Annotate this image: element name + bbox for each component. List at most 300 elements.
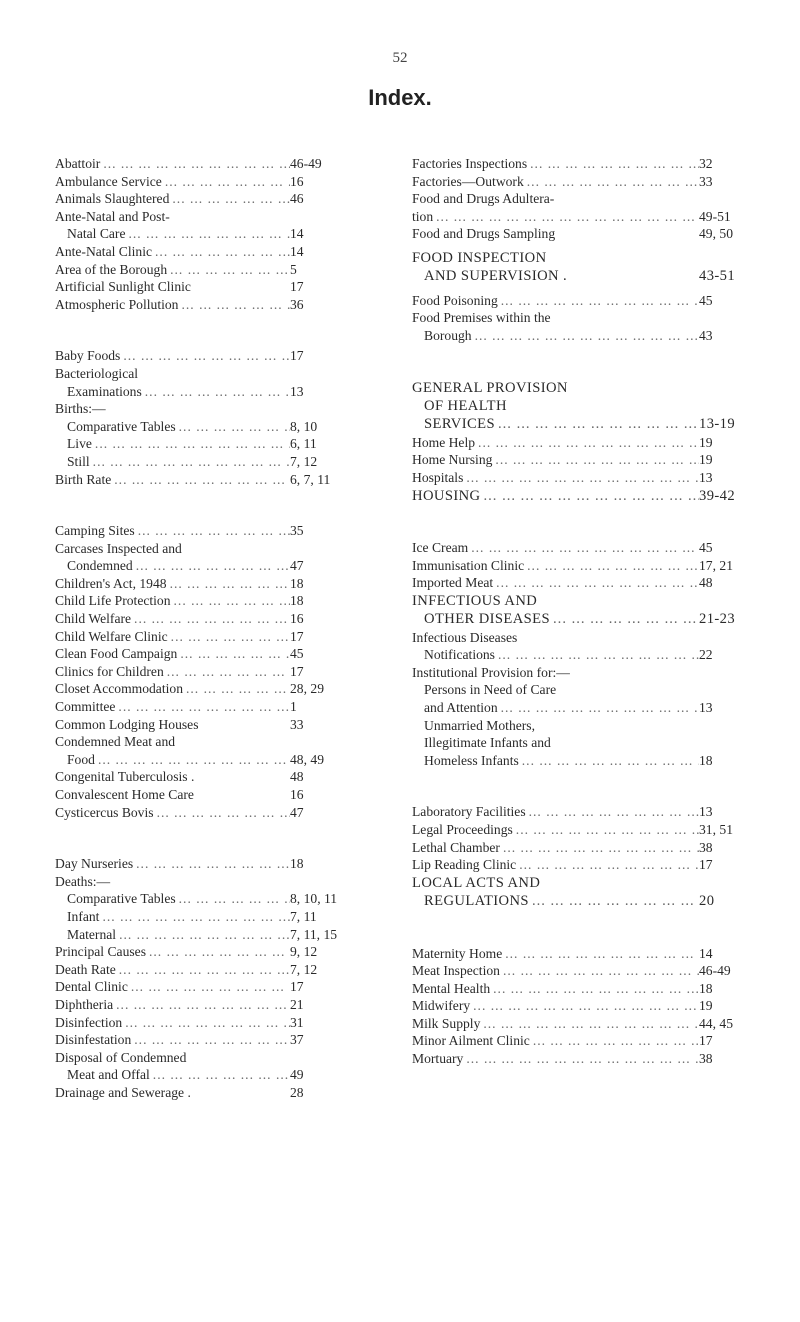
dot-leader [177,645,290,663]
index-entry [55,890,385,908]
index-entry [412,681,777,699]
index-entry [412,734,777,752]
index-term: Death Rate [55,961,116,977]
dot-leader [500,839,699,857]
index-entry [55,1031,385,1049]
dot-leader [154,804,290,822]
index-pages: 17 [290,348,304,364]
dot-leader [524,557,699,575]
index-term: Food and Drugs Sampling [412,226,556,242]
index-pages: 47 [290,558,304,574]
index-term: Comparative Tables [67,891,176,907]
index-pages: 13 [699,699,713,715]
index-pages: 7, 11 [290,908,317,924]
index-pages: 36 [290,296,304,312]
index-term: Examinations [67,383,142,399]
index-pages: 46-49 [290,156,322,171]
index-pages: 14 [290,243,304,259]
index-pages: 6, 7, 11 [290,471,331,487]
index-term: LOCAL ACTS AND [412,874,541,891]
index-term: Day Nurseries [55,856,134,872]
dot-leader [122,1014,290,1032]
index-term: Lethal Chamber [412,839,500,855]
index-term: Clean Food Campaign [55,646,178,662]
index-term: Disinfestation [55,1032,132,1048]
dot-leader [498,292,699,310]
index-term: Drainage and Sewerage . [55,1084,191,1100]
dot-leader [183,680,290,698]
dot-leader [475,434,699,452]
dot-leader [167,575,290,593]
index-column-right [412,155,777,1068]
index-entry [412,434,777,452]
index-entry [412,249,777,267]
index-pages: 8, 10, 11 [290,891,338,907]
index-entry [412,190,777,208]
index-entry [412,717,777,735]
dot-leader [513,821,699,839]
index-pages: 16 [290,173,304,189]
index-entry [55,365,385,383]
dot-leader [550,610,699,628]
index-entry [412,397,777,415]
dot-leader [126,225,291,243]
index-term: Bacteriological [55,365,139,381]
dot-leader [142,383,290,401]
index-entry [412,267,777,285]
index-pages: 32 [699,156,713,171]
index-entry [55,557,385,575]
index-pages: 45 [290,646,304,662]
index-term: Milk Supply [412,1015,481,1031]
index-entry [412,874,777,892]
dot-leader [495,415,699,433]
index-pages: 17 [290,979,304,995]
index-term: Congenital Tuberculosis . [55,769,195,785]
index-entry [55,575,385,593]
dot-leader [120,347,290,365]
dot-leader [113,996,290,1014]
index-term: Disposal of Condemned [55,1049,187,1065]
index-term: Abattoir [55,156,101,171]
index-entry [55,768,385,786]
index-pages: 38 [699,839,713,855]
index-entry [55,1014,385,1032]
dot-leader [100,155,290,173]
index-term: Natal Care [67,226,126,242]
index-term: Mortuary [412,1051,464,1067]
index-term: tion [412,208,434,224]
index-term: Convalescent Home Care [55,787,194,802]
index-entry [412,839,777,857]
dot-leader [133,855,290,873]
index-entry [55,190,385,208]
index-term: Infectious Diseases [412,629,518,645]
index-pages: 46-49 [699,963,731,979]
index-entry [412,557,777,575]
index-term: INFECTIOUS AND [412,592,538,609]
dot-leader [530,1032,699,1050]
dot-leader [493,574,699,592]
index-pages: 9, 12 [290,944,318,960]
index-pages: 49 [290,1067,304,1083]
index-entry [55,1066,385,1084]
index-entry [412,415,777,433]
index-entry [412,664,777,682]
index-pages: 7, 12 [290,453,318,469]
index-term: Ante-Natal Clinic [55,243,153,259]
index-pages: 46 [290,191,304,207]
index-entry [55,243,385,261]
dot-leader [171,592,290,610]
dot-leader [463,1050,699,1068]
index-term: Diphtheria [55,996,114,1012]
index-entry [55,435,385,453]
index-pages: 17, 21 [699,557,733,573]
index-term: Meat Inspection [412,963,500,979]
index-pages: 18 [290,856,304,872]
index-term: HOUSING [412,487,481,504]
index-pages: 17 [290,628,304,644]
index-pages: 48 [290,769,304,785]
index-pages: 39-42 [699,487,736,504]
index-term: Factories—Outwork [412,173,524,189]
dot-leader [480,487,699,505]
index-entry [55,786,385,804]
index-entry [55,540,385,558]
index-pages: 18 [290,593,304,609]
index-entry [412,856,777,874]
dot-leader [164,663,290,681]
index-entry [55,698,385,716]
index-entry [412,309,777,327]
index-entry [412,699,777,717]
dot-leader [167,261,290,279]
dot-leader [468,539,699,557]
index-term: Home Nursing [412,452,493,468]
index-entry [55,996,385,1014]
section-gap [412,345,777,379]
index-pages: 22 [699,647,713,663]
dot-leader [169,190,290,208]
dot-leader [495,646,699,664]
dot-leader [178,296,290,314]
index-pages: 33 [699,173,713,189]
index-entry [55,610,385,628]
index-term: Laboratory Facilities [412,804,526,820]
index-entry [55,383,385,401]
index-pages: 13 [290,383,304,399]
index-term: and Attention [424,699,498,715]
index-term: Food Premises within the [412,310,551,326]
index-entry [55,278,385,296]
index-entry [55,733,385,751]
page-number: 52 [392,50,408,66]
index-term: Births:— [55,401,106,417]
index-entry [55,208,385,226]
section-gap [55,313,385,347]
index-entry [55,908,385,926]
index-pages: 16 [290,787,304,802]
index-term: OF HEALTH [424,397,507,414]
index-pages: 16 [290,611,304,627]
index-entry [412,208,777,226]
index-pages: 6, 11 [290,436,317,452]
dot-leader [152,243,290,261]
index-term: Live [67,436,92,452]
index-pages: 45 [699,292,713,308]
index-pages: 17 [699,857,713,873]
index-entry [55,1049,385,1067]
index-pages: 19 [699,452,713,468]
index-entry [412,539,777,557]
index-term: Homeless Infants [424,752,519,768]
index-term: Meat and Offal [67,1067,150,1083]
index-entry [55,751,385,769]
dot-leader [116,926,290,944]
index-term: Baby Foods [55,348,121,364]
dot-leader [502,945,699,963]
dot-leader [116,961,290,979]
index-entry [412,892,777,910]
index-entry [412,980,777,998]
index-term: Birth Rate [55,471,112,487]
dot-leader [150,1066,290,1084]
index-entry [55,173,385,191]
index-term: Ice Cream [412,539,469,555]
index-entry [412,225,777,243]
index-term: Minor Ailment Clinic [412,1033,530,1049]
dot-leader [498,699,699,717]
index-entry [55,943,385,961]
dot-leader [516,856,699,874]
index-pages: 45 [699,539,713,555]
index-entry [412,173,777,191]
index-pages: 21 [290,996,304,1012]
index-term: Area of the Borough [55,261,168,277]
index-pages: 33 [290,716,304,732]
index-entry [55,418,385,436]
dot-leader [115,698,290,716]
index-term: Clinics for Children [55,663,164,679]
index-entry [412,646,777,664]
index-term: Dental Clinic [55,979,128,995]
index-entry [412,821,777,839]
dot-leader [500,962,699,980]
index-term: Mental Health [412,980,491,996]
index-term: Immunisation Clinic [412,557,525,573]
index-entry [55,155,385,173]
index-term: Maternity Home [412,945,503,961]
index-pages: 1 [290,699,297,715]
index-entry [412,1015,777,1033]
index-pages: 18 [699,752,713,768]
index-entry [412,155,777,173]
index-entry [55,680,385,698]
index-term: Infant [67,908,100,924]
index-entry [55,471,385,489]
index-pages: 17 [290,279,304,295]
index-term: Food Poisoning [412,292,498,308]
index-entry [412,592,777,610]
index-pages: 18 [699,980,713,996]
index-entry [55,592,385,610]
dot-leader [524,173,699,191]
index-term: Illegitimate Infants and [424,735,551,751]
index-entry [55,926,385,944]
index-pages: 19 [699,434,713,450]
dot-leader [168,628,290,646]
index-pages: 43 [699,327,713,343]
index-term: GENERAL PROVISION [412,379,568,396]
section-gap [412,769,777,803]
index-pages: 35 [290,523,304,539]
index-entry [412,997,777,1015]
index-pages: 17 [290,663,304,679]
index-term: Home Help [412,434,476,450]
index-term: SERVICES [424,416,495,433]
index-entry [55,663,385,681]
index-pages: 47 [290,804,304,820]
index-entry [412,610,777,628]
index-pages: 18 [290,575,304,591]
dot-leader [135,522,290,540]
index-term: Committee [55,699,116,715]
index-term: Hospitals [412,469,464,485]
index-pages: 48 [699,575,713,591]
index-term: Persons in Need of Care [424,682,557,698]
dot-leader [463,469,699,487]
index-entry [412,379,777,397]
index-entry [412,451,777,469]
index-entry [412,487,777,505]
section-gap [412,505,777,539]
index-pages: 37 [290,1032,304,1048]
index-entry [55,1084,385,1102]
index-pages: 28 [290,1084,304,1100]
section-gap [55,488,385,522]
index-term: Child Welfare Clinic [55,628,168,644]
dot-leader [146,943,290,961]
dot-leader [90,453,290,471]
index-term: Still [67,453,90,469]
index-term: Maternal [67,926,117,942]
index-pages: 7, 11, 15 [290,926,338,942]
index-pages: 20 [699,893,715,910]
index-term: Food and Drugs Adultera- [412,191,555,207]
index-pages: 13 [699,469,713,485]
dot-leader [433,208,699,226]
dot-leader [131,1031,290,1049]
index-pages: 7, 12 [290,961,318,977]
index-term: Factories Inspections [412,156,528,171]
index-entry [55,522,385,540]
index-pages: 14 [290,226,304,242]
index-pages: 8, 10 [290,418,318,434]
index-term: OTHER DISEASES [424,611,551,628]
index-term: Lip Reading Clinic [412,857,517,873]
index-entry [55,261,385,279]
index-entry [412,292,777,310]
index-entry [55,855,385,873]
index-pages: 44, 45 [699,1015,733,1031]
dot-leader [527,155,699,173]
index-term: Atmospheric Pollution [55,296,179,312]
dot-leader [176,890,290,908]
index-pages: 17 [699,1033,713,1049]
index-pages: 5 [290,261,297,277]
index-term: Notifications [424,647,495,663]
index-term: Institutional Provision for:— [412,664,570,680]
index-term: Comparative Tables [67,418,176,434]
dot-leader [490,980,699,998]
dot-leader [526,803,699,821]
index-term: Legal Proceedings [412,821,513,837]
index-term: Ante-Natal and Post- [55,208,170,224]
index-pages: 31, 51 [699,821,733,837]
index-entry [55,961,385,979]
index-pages: 13 [699,804,713,820]
dot-leader [492,451,699,469]
dot-leader [480,1015,699,1033]
index-term: Animals Slaughtered [55,191,170,207]
index-term: Child Welfare [55,611,132,627]
index-pages: 14 [699,945,713,961]
dot-leader [529,892,699,910]
index-pages: 43-51 [699,268,736,285]
index-term: Condemned [67,558,133,574]
dot-leader [128,978,290,996]
index-entry [55,804,385,822]
index-entry [55,716,385,734]
index-pages: 19 [699,998,713,1014]
index-entry [412,945,777,963]
index-entry [55,873,385,891]
index-term: Unmarried Mothers, [424,717,535,733]
index-entry [412,1032,777,1050]
index-term: Camping Sites [55,523,135,539]
index-entry [55,978,385,996]
index-pages: 21-23 [699,611,736,628]
index-term: Disinfection [55,1014,123,1030]
dot-leader [92,435,290,453]
dot-leader [133,557,290,575]
index-entry [412,629,777,647]
index-term: Principal Causes [55,944,146,960]
index-entry [412,962,777,980]
index-entry [55,400,385,418]
index-entry [55,645,385,663]
dot-leader [111,471,290,489]
index-entry [412,469,777,487]
index-column-left [55,155,385,1102]
section-gap [412,911,777,945]
index-entry [55,296,385,314]
index-term: Artificial Sunlight Clinic [55,279,191,295]
dot-leader [162,173,290,191]
index-term: Closet Accommodation [55,681,183,697]
index-term: Child Life Protection [55,593,171,609]
index-term: Deaths:— [55,873,111,889]
index-entry [55,453,385,471]
index-entry [55,225,385,243]
dot-leader [99,908,290,926]
index-term: Condemned Meat and [55,734,176,750]
index-term: FOOD INSPECTION [412,249,547,266]
index-term: Common Lodging Houses [55,716,199,732]
index-entry [412,752,777,770]
index-term: Children's Act, 1948 [55,575,167,591]
